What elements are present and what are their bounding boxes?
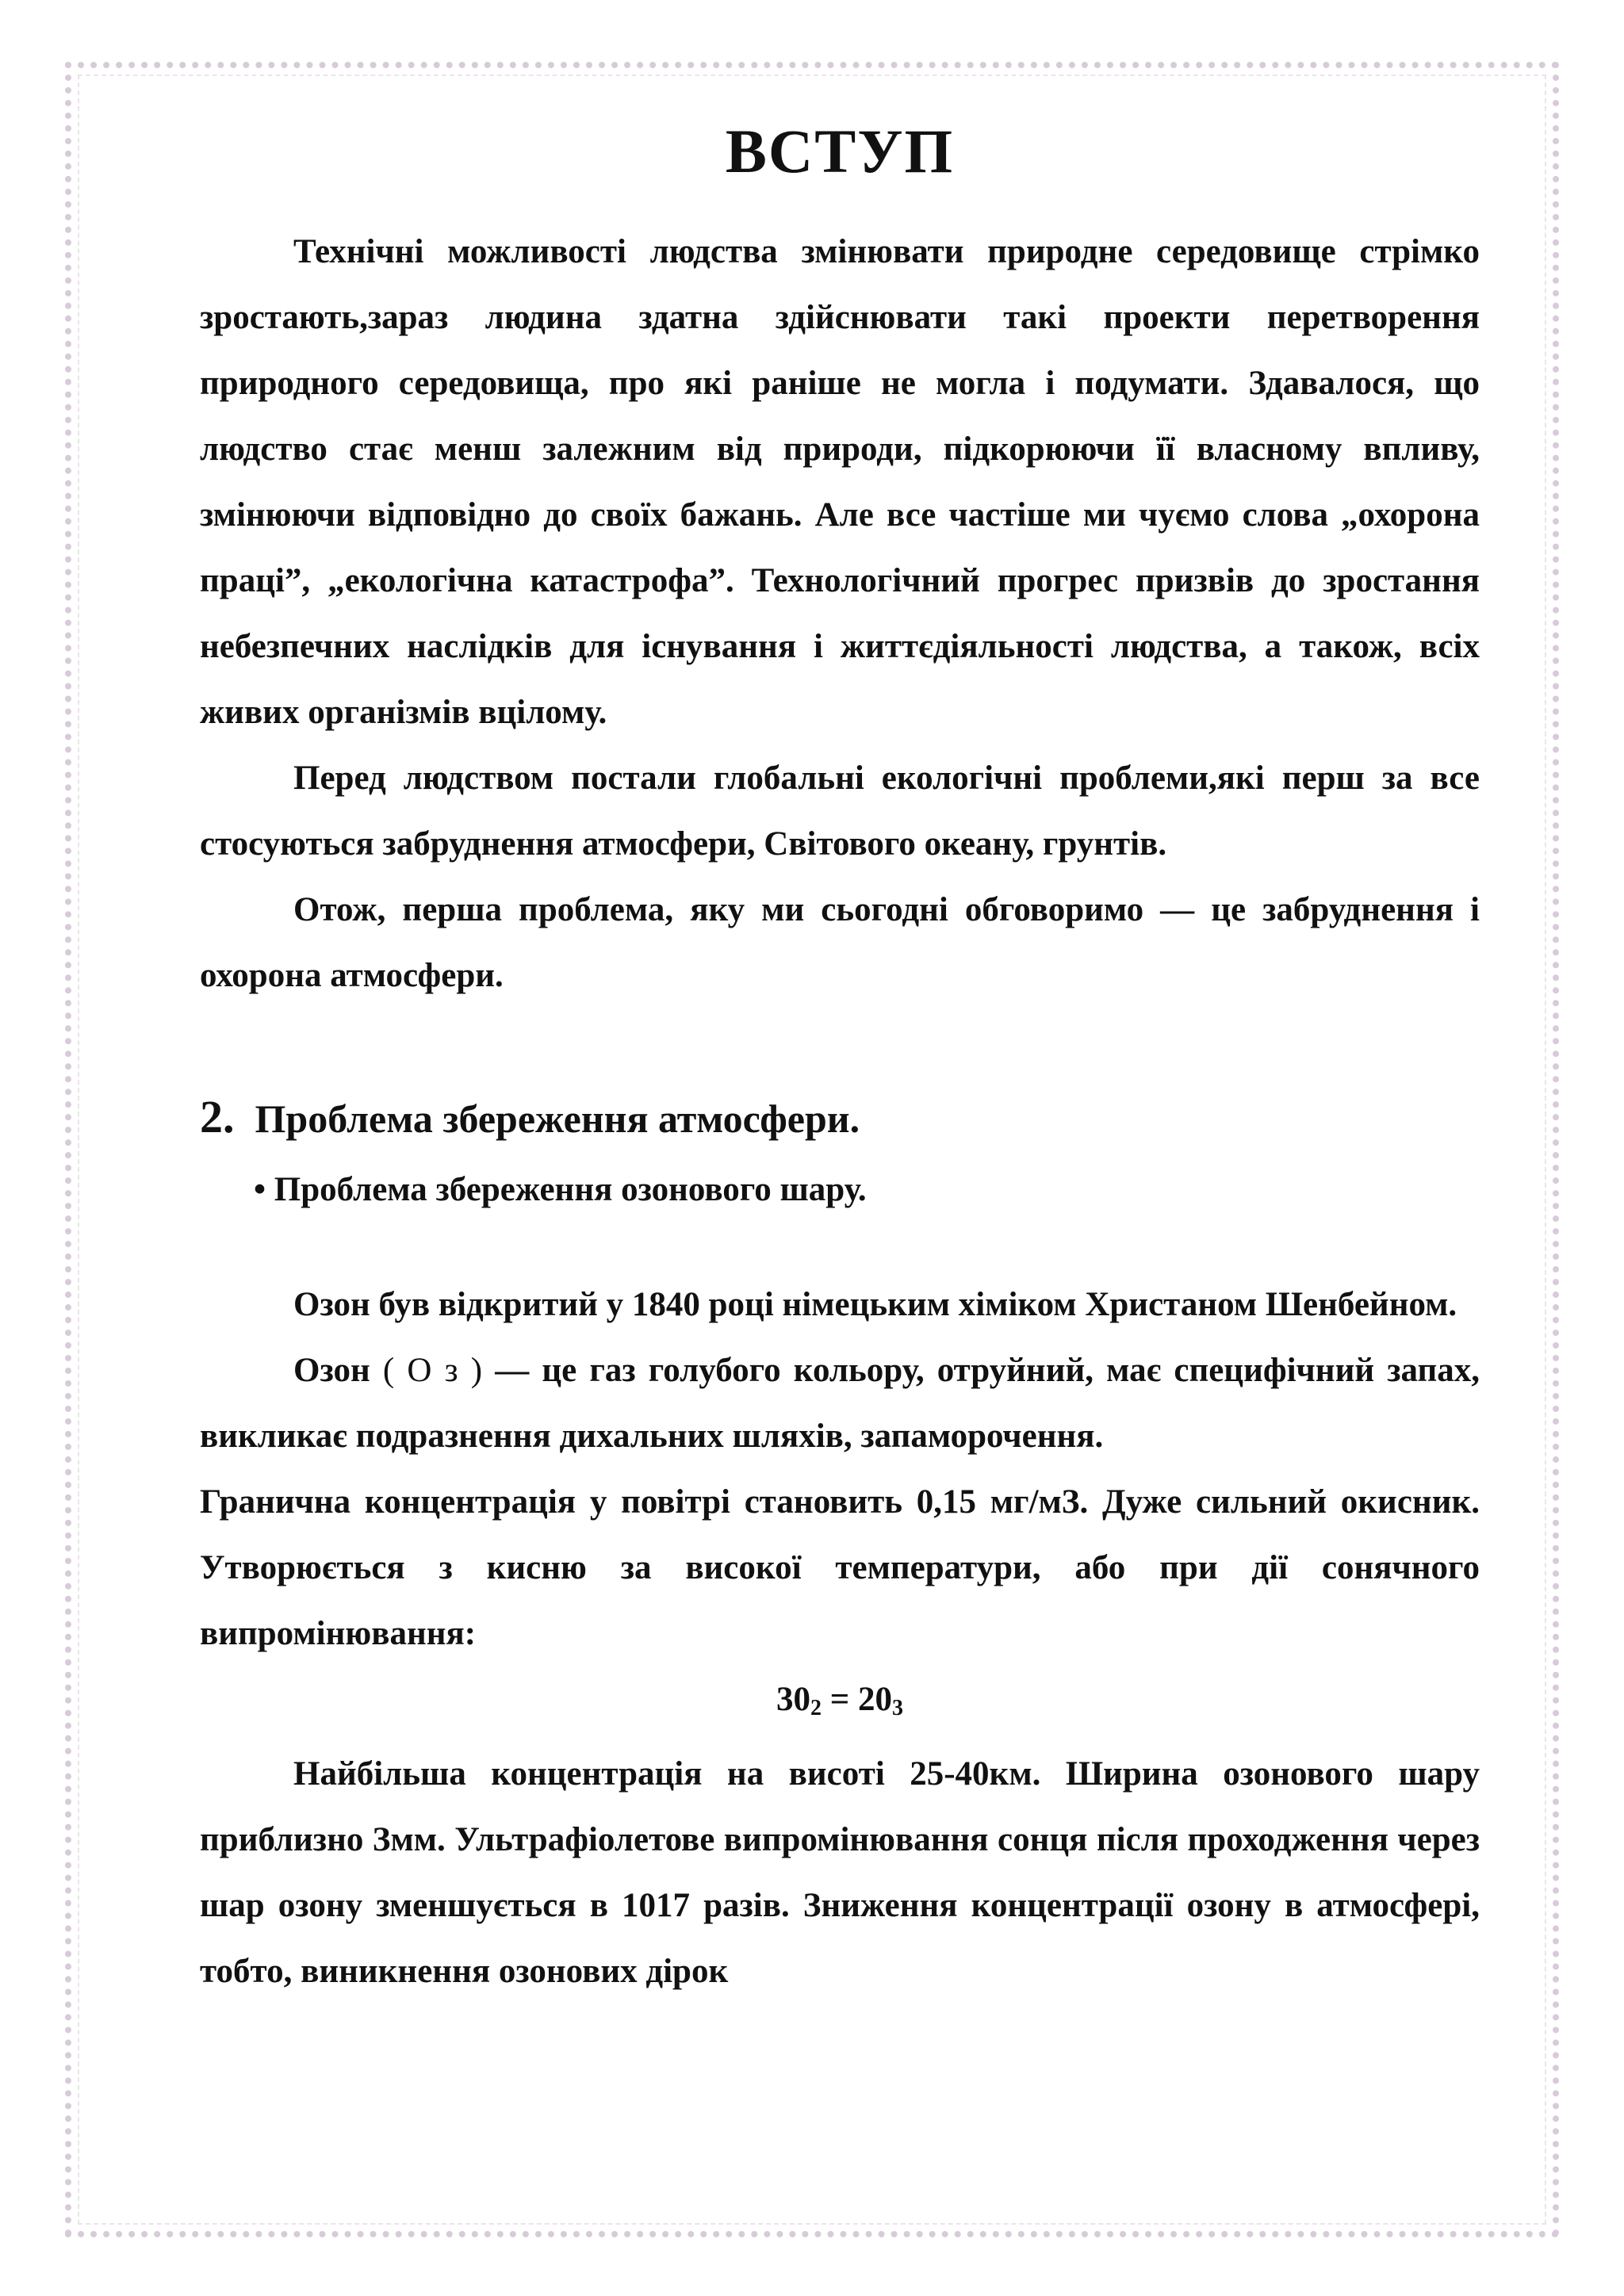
section-number: 2. [200,1090,235,1142]
ozone-symbol: ( О з ) [382,1351,483,1389]
ozone-description: — це газ голубого кольору, отруйний, має специфічний запах, викликає подразнення дихальних шляхів, запаморочення. [200,1351,1480,1455]
document-body [200,101,1480,2004]
intro-paragraph-1: Технічні можливості людства змінювати природне середовище стрімко зростають,зараз людина здатна здійснювати такі проекти перетворення природного середовища, про які раніше не могла і подумати. Здавалося, що людство стає менш залежним від природи, підкорюючи її власному впливу, змінюючи відповідно до своїх бажань. Але все частіше ми чуємо слова „охорона праці”, „екологічна катастрофа”. Технологічний прогрес призвів до зростання небезпечних наслідків для існування і життєдіяльності людства, а також, всіх живих організмів вцілому. [200,232,1480,731]
formula-right-sub: 3 [892,1695,903,1720]
ozone-definition-paragraph [200,1337,1480,1469]
page-title: ВСТУП [725,117,955,186]
intro-paragraph-3: Отож, перша проблема, яку ми сьогодні обговоримо — це забруднення і охорона атмосфери. [200,890,1480,994]
formula-right: 20 [858,1680,892,1718]
formula-left: 30 [776,1680,810,1718]
formula-equals: = [821,1680,858,1718]
ozone-label: Озон [293,1351,370,1389]
ozone-concentration-paragraph: Гранична концентрація у повітрі становить 0,15 мг/мЗ. Дуже сильний окисник. Утворюється з кисню за високої температури, або при дії сонячного випромінювання: [200,1483,1480,1652]
subsection-bullet: • Проблема збереження озонового шару. [254,1170,867,1208]
formula-left-sub: 2 [810,1695,822,1720]
ozone-formula [200,1667,1480,1741]
ozone-discovery-paragraph: Озон був відкритий у 1840 році німецьким хіміком Христаном Шенбейном. [293,1285,1457,1323]
section-heading [200,1085,1480,1149]
ozone-layer-paragraph: Найбільша концентрація на висоті 25-40км. Ширина озонового шару приблизно Змм. Ультрафіолетове випромінювання сонця після проходження через шар озону зменшується в 1017 разів. Зниження концентрації озону в атмосфері, тобто, виникнення озонових дірок [200,1755,1480,1990]
section-title: Проблема збереження атмосфери. [255,1096,860,1141]
intro-paragraph-2: Перед людством постали глобальні екологічні проблеми,які перш за все стосуються забруднення атмосфери, Світового океану, грунтів. [200,759,1480,863]
